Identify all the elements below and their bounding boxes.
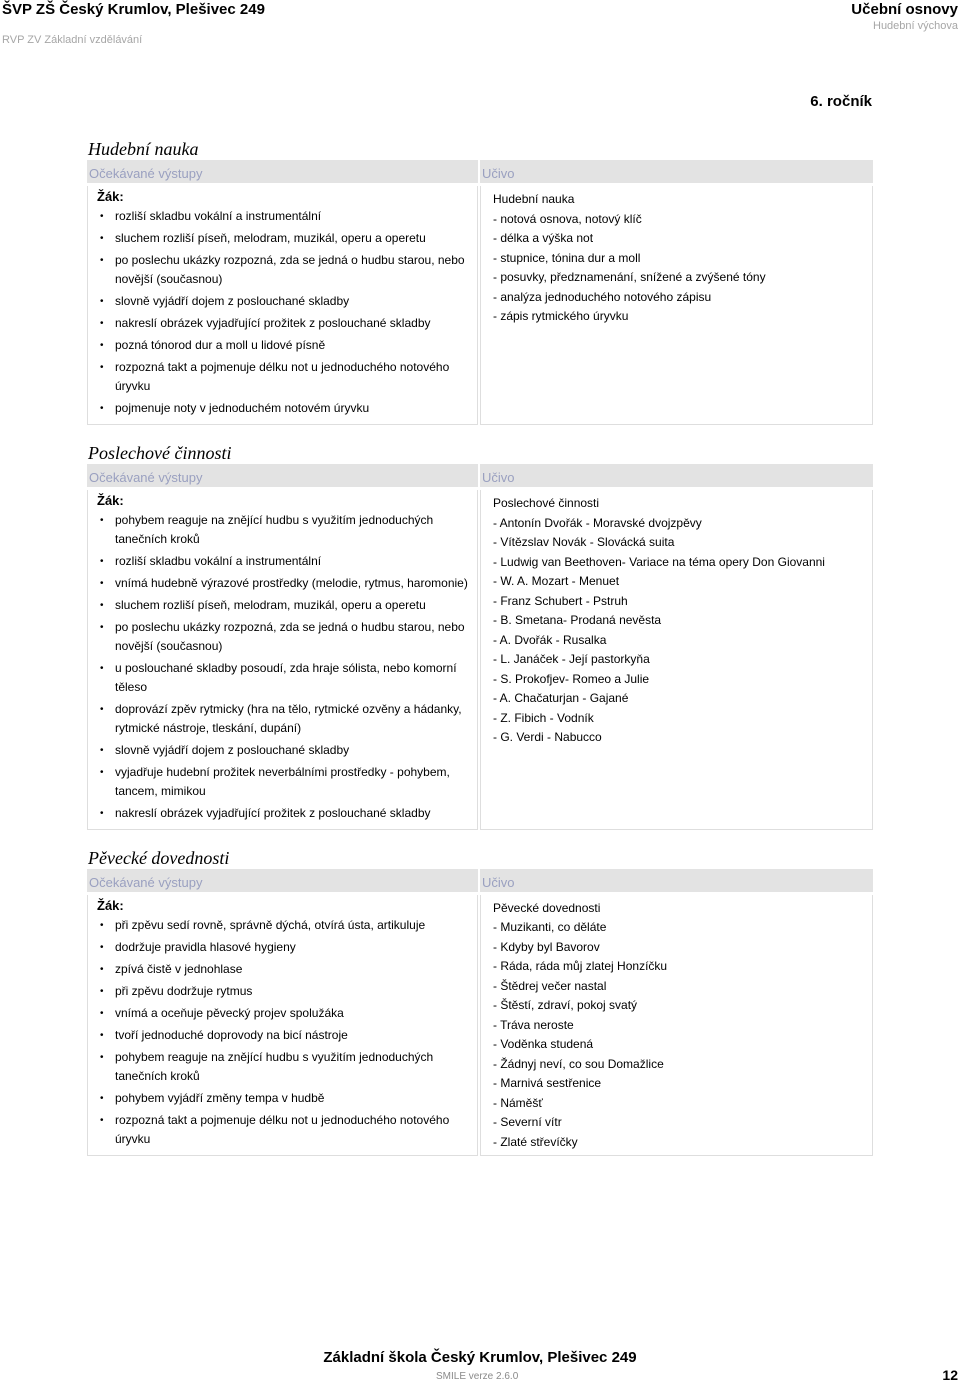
list-item: • slovně vyjádří dojem z poslouchané skladby — [88, 741, 477, 760]
ucivo-item: - Voděnka studená — [493, 1037, 594, 1052]
ucivo-item: - notová osnova, notový klíč — [493, 211, 642, 226]
ucivo-item: - Ludwig van Beethoven- Variace na téma opery Don Giovanni — [493, 554, 825, 569]
col-head-ucivo: Učivo — [480, 160, 873, 183]
outcomes-cell — [87, 490, 478, 830]
header-right-title: Učební osnovy — [851, 1, 958, 18]
ucivo-item: - Náměšť — [493, 1095, 543, 1110]
ucivo-item: - Vítězslav Novák - Slovácká suita — [493, 535, 675, 549]
zak-label: Žák: — [97, 897, 124, 913]
ucivo-item: - Tráva neroste — [493, 1017, 574, 1032]
list-item: • po poslechu ukázky rozpozná, zda se jedná o hudbu starou, nebo novější (současnou) — [88, 618, 477, 656]
ucivo-item: - Žádnyj neví, co sou Domažlice — [493, 1056, 664, 1071]
ucivo-item: - Ráda, ráda můj zlatej Honzíčku — [493, 959, 668, 974]
footer-version: SMILE verze 2.6.0 — [436, 1371, 519, 1382]
col-head-outcomes: Očekávané výstupy — [87, 160, 478, 183]
list-item: • vnímá hudebně výrazové prostředky (melodie, rytmus, haromonie) — [88, 574, 477, 593]
ucivo-item: - L. Janáček - Její pastorkyňa — [493, 652, 650, 666]
ucivo-cell — [480, 895, 873, 1156]
list-item: • při zpěvu sedí rovně, správně dýchá, otvírá ústa, artikuluje — [88, 916, 477, 935]
ucivo-item: - Štědrej večer nastal — [493, 978, 607, 993]
ucivo-item: - posuvky, předznamenání, snížené a zvýšené tóny — [493, 270, 766, 284]
list-item: • vnímá a oceňuje pěvecký projev spolužáka — [88, 1004, 477, 1023]
ucivo-item: - G. Verdi - Nabucco — [493, 730, 602, 744]
section-title-poslechove-cinnosti: Poslechové činnosti — [88, 443, 232, 463]
ucivo-item: - W. A. Mozart - Menuet — [493, 574, 620, 588]
list-item: • rozliší skladbu vokální a instrumentální — [88, 207, 477, 226]
col-head-ucivo: Učivo — [480, 464, 873, 487]
ucivo-item: - stupnice, tónina dur a moll — [493, 250, 641, 265]
list-item: • po poslechu ukázky rozpozná, zda se jedná o hudbu starou, nebo novější (současnou) — [88, 251, 477, 289]
list-item: • nakreslí obrázek vyjadřující prožitek z poslouchané skladby — [88, 314, 477, 333]
list-item: • pohybem vyjádří změny tempa v hudbě — [88, 1089, 477, 1108]
ucivo-list — [493, 494, 872, 748]
ucivo-item: - Štěstí, zdraví, pokoj svatý — [493, 998, 638, 1013]
section-table-hudebni-nauka — [87, 160, 873, 425]
ucivo-item: Pěvecké dovednosti — [493, 900, 601, 915]
ucivo-item: - A. Dvořák - Rusalka — [493, 632, 607, 647]
ucivo-item: - analýza jednoduchého notového zápisu — [493, 289, 712, 304]
ucivo-item: - délka a výška not — [493, 231, 594, 245]
header-left-subtitle: RVP ZV Základní vzdělávání — [2, 34, 143, 46]
outcomes-list — [88, 916, 477, 1149]
ucivo-item: - Franz Schubert - Pstruh — [493, 593, 628, 608]
list-item: • při zpěvu dodržuje rytmus — [88, 982, 477, 1001]
page-number: 12 — [942, 1367, 958, 1383]
outcomes-list — [88, 511, 477, 823]
list-item: • rozliší skladbu vokální a instrumentální — [88, 552, 477, 571]
list-item: • rozpozná takt a pojmenuje délku not u jednoduchého notového úryvku — [88, 358, 477, 396]
section-table-pevecke-dovednosti — [87, 869, 873, 1156]
list-item: • slovně vyjádří dojem z poslouchané skladby — [88, 292, 477, 311]
list-item: • dodržuje pravidla hlasové hygieny — [88, 938, 477, 957]
outcomes-list — [88, 207, 477, 418]
ucivo-list — [493, 899, 872, 1153]
list-item: • sluchem rozliší píseň, melodram, muzikál, operu a operetu — [88, 229, 477, 248]
ucivo-item: - Kdyby byl Bavorov — [493, 939, 600, 954]
ucivo-item: - zápis rytmického úryvku — [493, 309, 629, 323]
list-item: • vyjadřuje hudební prožitek neverbálními prostředky - pohybem, tancem, mimikou — [88, 763, 477, 801]
ucivo-item: - Z. Fibich - Vodník — [493, 710, 594, 725]
outcomes-cell — [87, 186, 478, 425]
list-item: • nakreslí obrázek vyjadřující prožitek z poslouchané skladby — [88, 804, 477, 823]
section-table-poslechove-cinnosti — [87, 464, 873, 830]
ucivo-item: - S. Prokofjev- Romeo a Julie — [493, 671, 650, 686]
ucivo-item: - B. Smetana- Prodaná nevěsta — [493, 613, 662, 627]
list-item: • pohybem reaguje na znějící hudbu s využitím jednoduchých tanečních kroků — [88, 1048, 477, 1086]
header-right-subtitle: Hudební výchova — [873, 20, 958, 32]
ucivo-item: - Severní vítr — [493, 1115, 562, 1130]
section-title-hudebni-nauka: Hudební nauka — [88, 139, 199, 159]
zak-label: Žák: — [97, 189, 124, 204]
header-left-title: ŠVP ZŠ Český Krumlov, Plešivec 249 — [2, 1, 265, 18]
ucivo-item: - Muzikanti, co děláte — [493, 920, 607, 935]
ucivo-item: - Antonín Dvořák - Moravské dvojzpěvy — [493, 515, 702, 530]
col-head-ucivo: Učivo — [480, 869, 873, 892]
list-item: • pojmenuje noty v jednoduchém notovém úryvku — [88, 399, 477, 418]
list-item: • rozpozná takt a pojmenuje délku not u jednoduchého notového úryvku — [88, 1111, 477, 1149]
grade-label: 6. ročník — [810, 93, 872, 110]
list-item: • pozná tónorod dur a moll u lidové písně — [88, 336, 477, 355]
col-head-outcomes: Očekávané výstupy — [87, 869, 478, 892]
zak-label: Žák: — [97, 493, 124, 508]
ucivo-item: Hudební nauka — [493, 192, 575, 206]
ucivo-cell — [480, 490, 873, 830]
list-item: • pohybem reaguje na znějící hudbu s využitím jednoduchých tanečních kroků — [88, 511, 477, 549]
list-item: • zpívá čistě v jednohlase — [88, 960, 477, 979]
ucivo-item: - Marnivá sestřenice — [493, 1076, 602, 1091]
ucivo-cell — [480, 186, 873, 425]
ucivo-list — [493, 190, 872, 327]
list-item: • u poslouchané skladby posoudí, zda hraje sólista, nebo komorní těleso — [88, 659, 477, 697]
section-title-pevecke-dovednosti: Pěvecké dovednosti — [88, 848, 230, 868]
footer-title: Základní škola Český Krumlov, Plešivec 249 — [323, 1349, 637, 1366]
ucivo-item: Poslechové činnosti — [493, 496, 600, 510]
col-head-outcomes: Očekávané výstupy — [87, 464, 478, 487]
ucivo-item: - Zlaté střevíčky — [493, 1134, 578, 1149]
ucivo-item: - A. Chačaturjan - Gajané — [493, 691, 629, 705]
list-item: • sluchem rozliší píseň, melodram, muzikál, operu a operetu — [88, 596, 477, 615]
list-item: • tvoří jednoduché doprovody na bicí nástroje — [88, 1026, 477, 1045]
list-item: • doprovází zpěv rytmicky (hra na tělo, rytmické ozvěny a hádanky, rytmické nástroje, tleskání, dupání) — [88, 700, 477, 738]
outcomes-cell — [87, 895, 478, 1156]
